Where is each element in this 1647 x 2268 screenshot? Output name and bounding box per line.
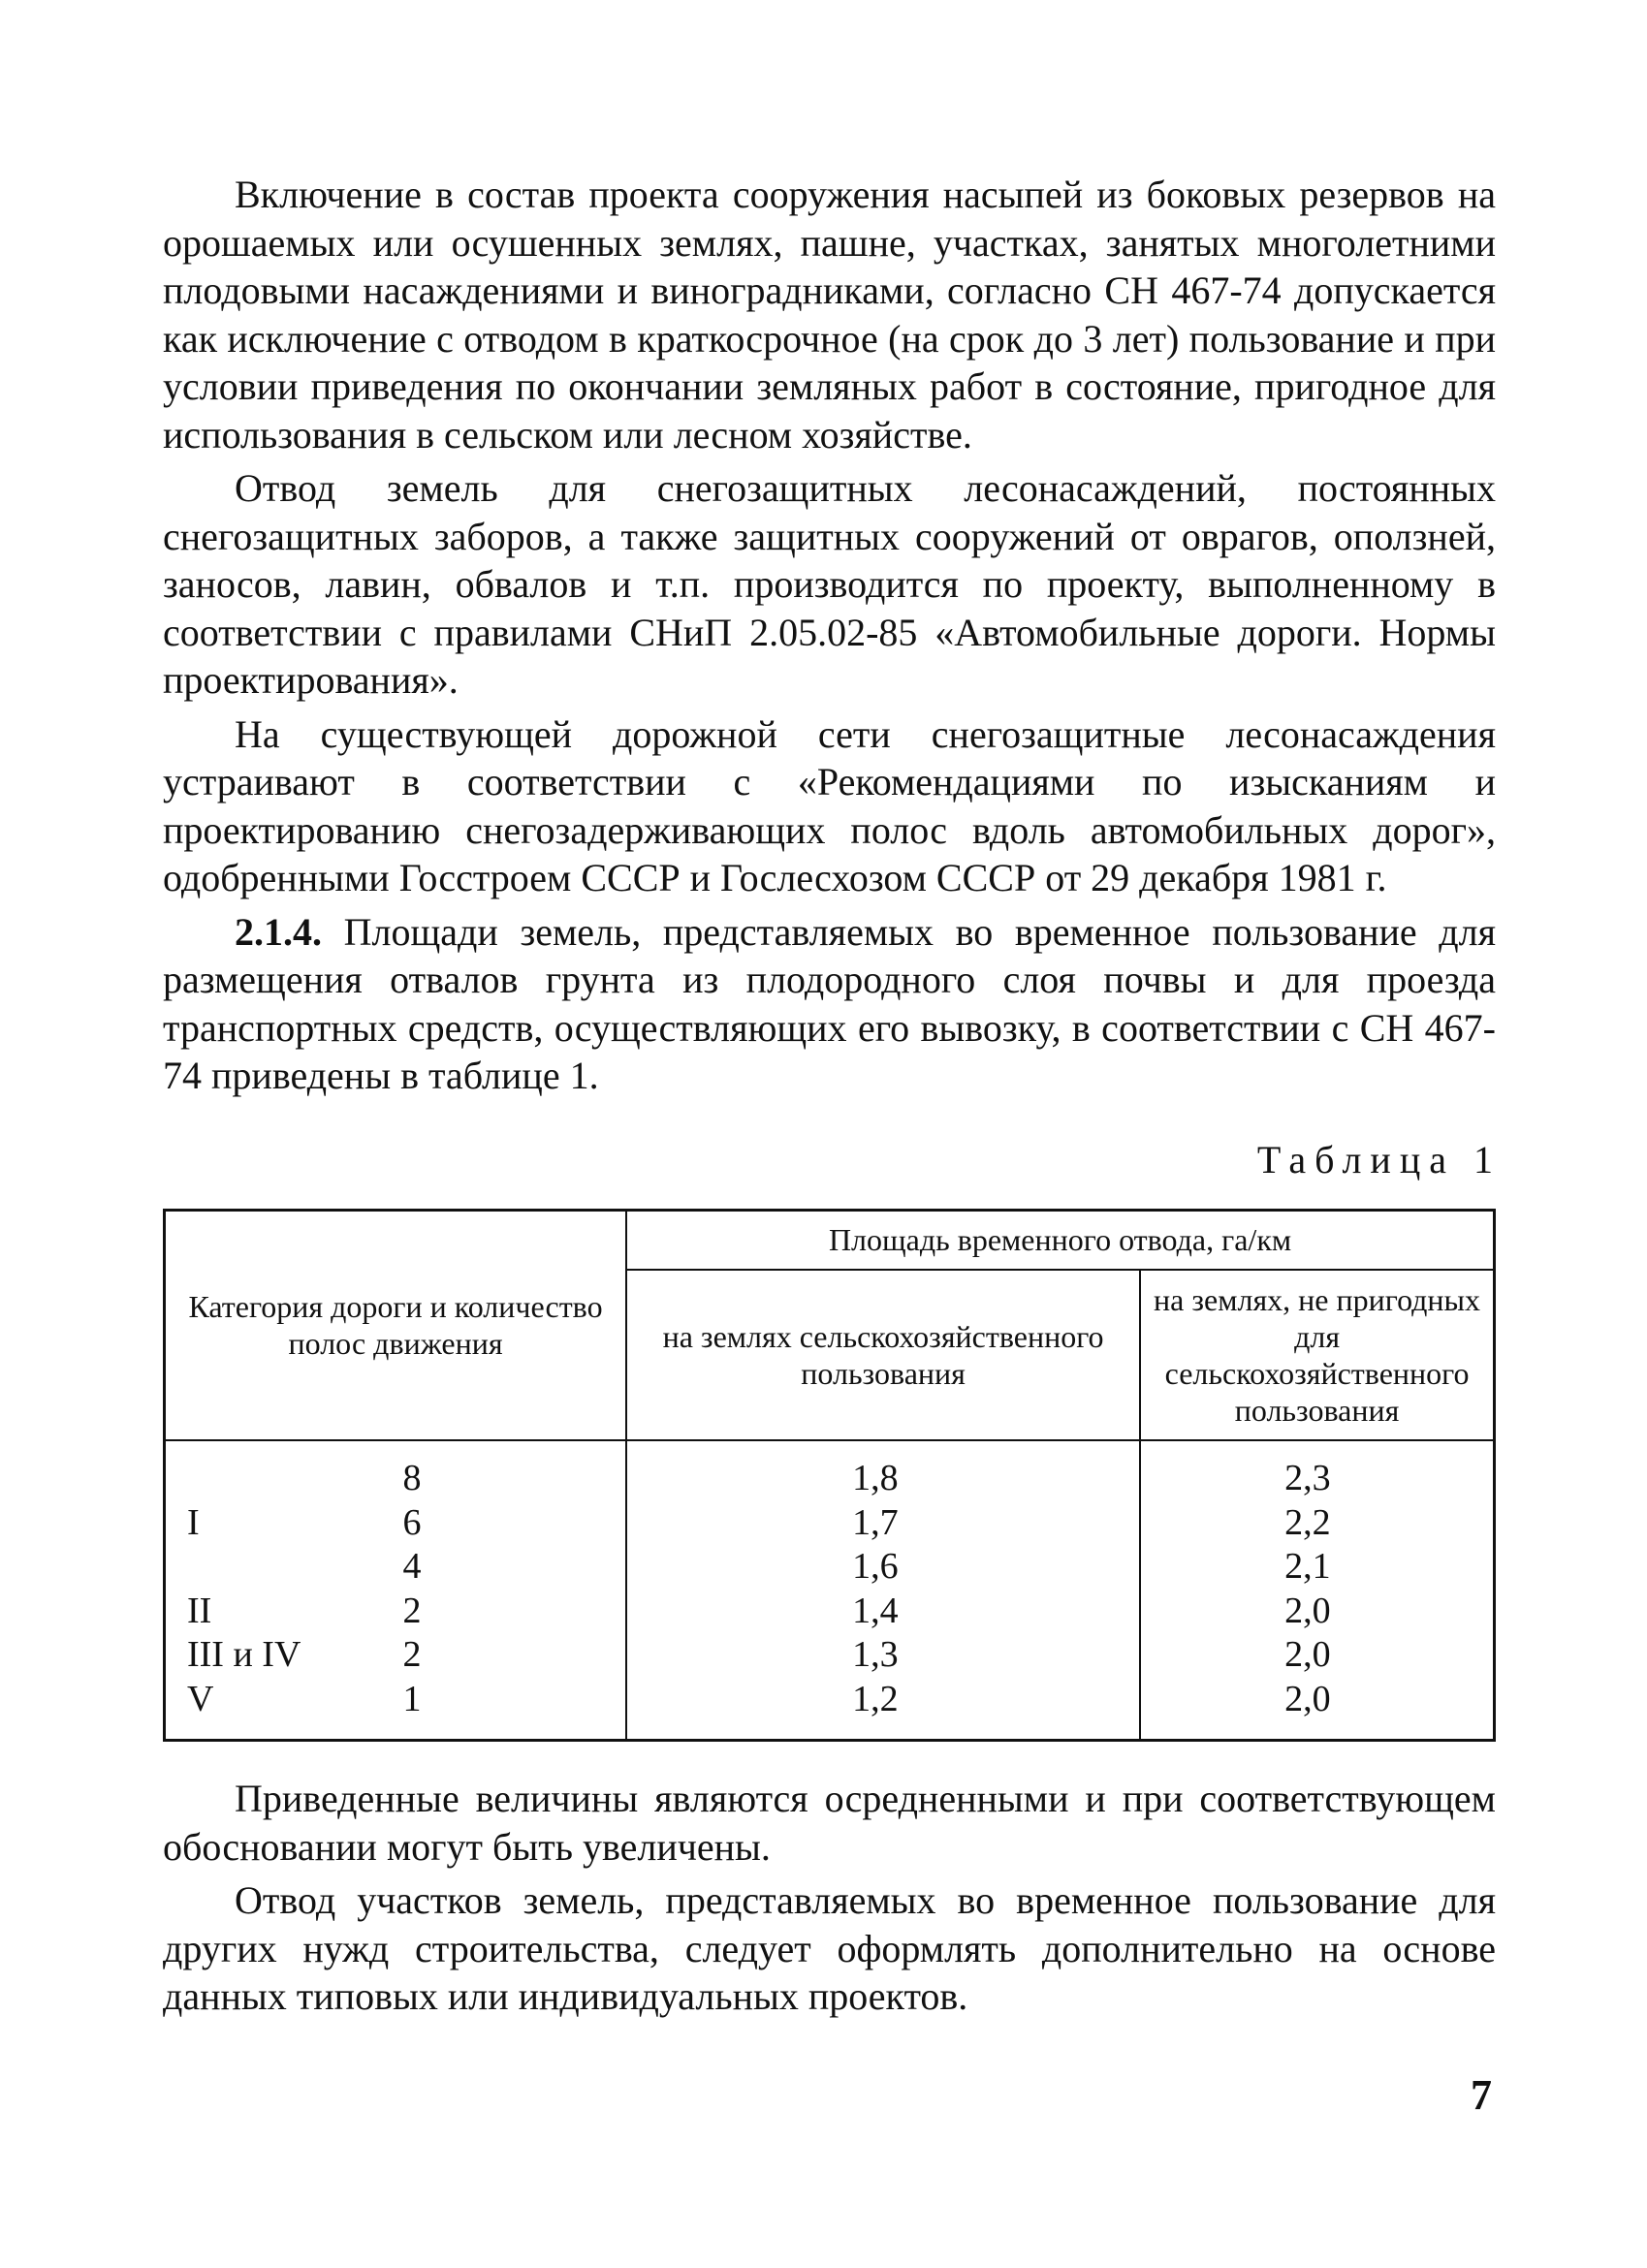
cell-agricultural: 1,3 — [626, 1633, 1140, 1678]
table-row — [165, 1590, 1495, 1634]
cell-agricultural: 1,6 — [626, 1545, 1140, 1590]
category-label: II — [187, 1590, 212, 1631]
cell-non-agricultural: 2,0 — [1140, 1633, 1494, 1678]
header-category: Категория дороги и количество полос движения — [165, 1210, 627, 1440]
cell-non-agricultural: 2,3 — [1140, 1440, 1494, 1501]
paragraph-1: Включение в состав проекта сооружения насыпей из боковых резервов на орошаемых или осушенных землях, пашне, участках, занятых многолетними плодовыми насаждениями и виноградниками, согласно СН 467-74 допускается как исключение с отводом в краткосрочное (на срок до 3 лет) пользование и при условии приведения по окончании земляных работ в состояние, пригодное для использования в сельском или лесном хозяйстве. — [163, 173, 1496, 457]
cell-category — [165, 1545, 627, 1590]
category-label: V — [187, 1678, 214, 1719]
table-caption: Таблица 1 — [1256, 1137, 1502, 1181]
table-row — [165, 1633, 1495, 1678]
table-row — [165, 1545, 1495, 1590]
cell-category — [165, 1501, 627, 1546]
cell-category — [165, 1633, 627, 1678]
header-non-agricultural: на землях, не пригодных для сельскохозяйственного пользования — [1140, 1270, 1494, 1440]
lanes-count: 1 — [402, 1678, 422, 1719]
footnote-2: Отвод участков земель, представляемых во временное пользование для других нужд строительства, следует оформлять дополнительно на основе данных типовых или индивидуальных проектов. — [163, 1878, 1496, 2018]
lanes-count: 8 — [402, 1458, 422, 1498]
page-number: 7 — [1471, 2071, 1492, 2119]
lanes-count: 2 — [402, 1634, 422, 1675]
paragraph-4-text: Площади земель, представляемых во временное пользование для размещения отвалов грунта из плодородного слоя почвы и для проезда транспортных средств, осуществляющих его вывозку, в соответствии с СН 467-74 приведены в таблице 1. — [163, 909, 1496, 1097]
cell-category — [165, 1678, 627, 1741]
cell-non-agricultural: 2,1 — [1140, 1545, 1494, 1590]
header-agricultural: на землях сельскохозяйственного пользования — [626, 1270, 1140, 1440]
cell-agricultural: 1,8 — [626, 1440, 1140, 1501]
table-row — [165, 1678, 1495, 1741]
lanes-count: 6 — [402, 1501, 422, 1543]
document-page — [163, 171, 1502, 2021]
section-number: 2.1.4. — [235, 909, 322, 954]
cell-category — [165, 1440, 627, 1501]
cell-agricultural: 1,4 — [626, 1590, 1140, 1634]
cell-agricultural: 1,7 — [626, 1501, 1140, 1546]
cell-non-agricultural: 2,0 — [1140, 1678, 1494, 1741]
paragraph-2: Отвод земель для снегозащитных лесонасаждений, постоянных снегозащитных заборов, а также защитных сооружений от оврагов, оползней, заносов, лавин, обвалов и т.п. производится по проекту, выполненному в соответствии с правилами СНиП 2.05.02-85 «Автомобильные дороги. Нормы проектирования». — [163, 466, 1496, 702]
category-label: I — [187, 1501, 200, 1543]
table-row — [165, 1501, 1495, 1546]
lanes-count: 4 — [402, 1546, 422, 1587]
lanes-count: 2 — [402, 1590, 422, 1631]
land-area-table — [163, 1209, 1496, 1743]
table-row — [165, 1440, 1495, 1501]
category-label: III и IV — [187, 1634, 301, 1675]
table-body — [165, 1440, 1495, 1741]
paragraph-3: На существующей дорожной сети снегозащитные лесонасаждения устраивают в соответствии с «Рекомендациями по изысканиям и проектированию снегозадерживающих полос вдоль автомобильных дорог», одобренными Госстроем СССР и Гослесхозом СССР от 29 декабря 1981 г. — [163, 711, 1496, 899]
header-area-group: Площадь временного отвода, га/км — [626, 1210, 1494, 1270]
cell-non-agricultural: 2,0 — [1140, 1590, 1494, 1634]
cell-agricultural: 1,2 — [626, 1678, 1140, 1741]
cell-category — [165, 1590, 627, 1634]
cell-non-agricultural: 2,2 — [1140, 1501, 1494, 1546]
footnote-1: Приведенные величины являются осредненными и при соответствующем обосновании могут быть увеличены. — [163, 1777, 1496, 1869]
paragraph-4 — [163, 908, 1496, 1100]
